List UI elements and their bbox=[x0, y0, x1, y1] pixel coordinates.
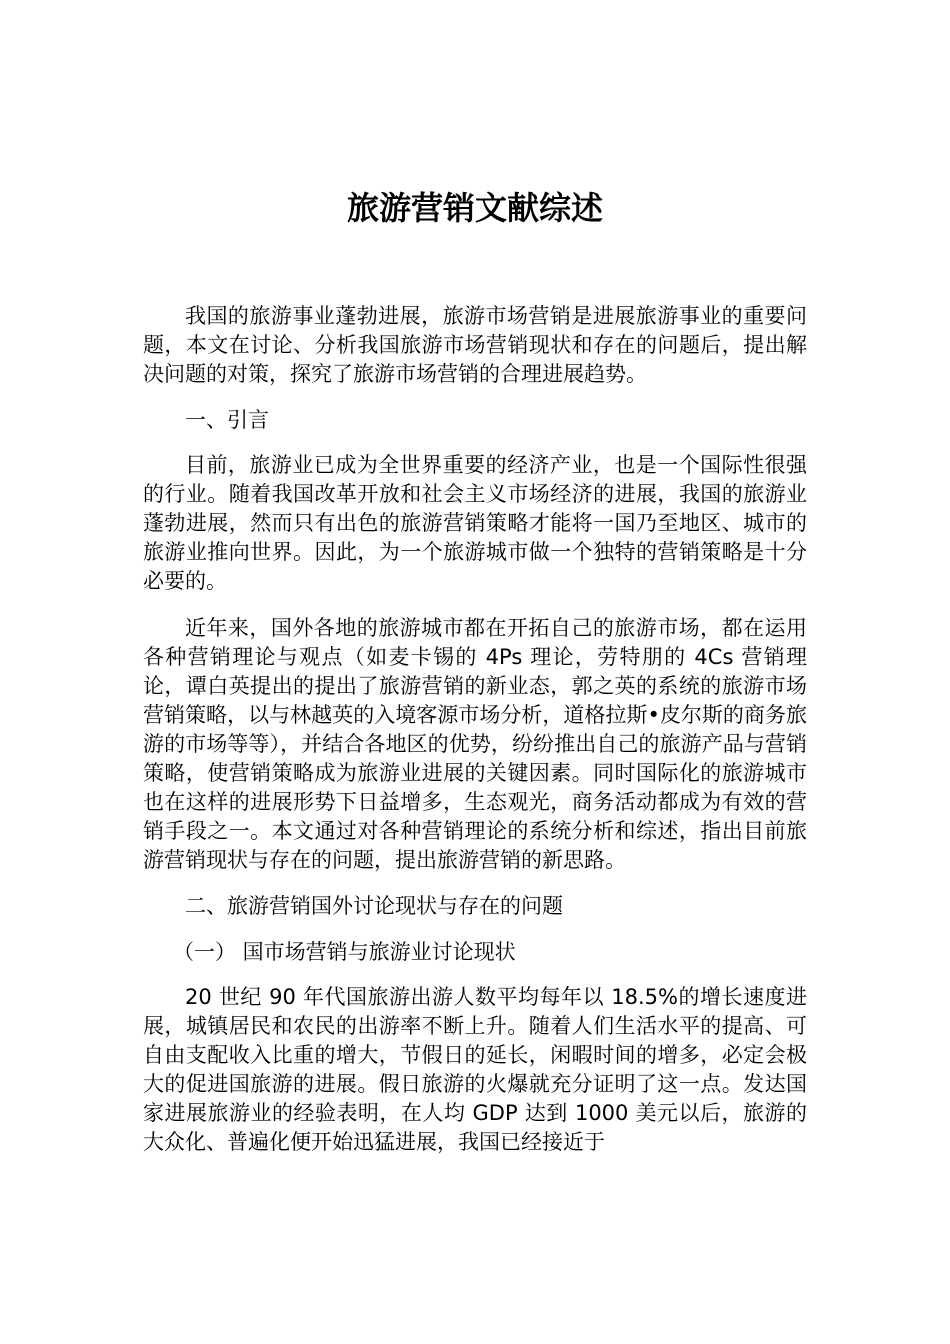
document-title: 旅游营销文献综述 bbox=[346, 189, 603, 227]
document-body bbox=[143, 302, 807, 1157]
section-heading-introduction: 一、引言 bbox=[185, 408, 269, 432]
subsection-heading-domestic-marketing: （一） 国市场营销与旅游业讨论现状 bbox=[173, 940, 516, 964]
introduction-paragraph-1: 目前，旅游业已成为全世界重要的经济产业，也是一个国际性很强的行业。随着我国改革开放和社会主义市场经济的进展，我国的旅游业蓬勃进展，然而只有出色的旅游营销策略才能将一国乃至地区、城市的旅游业推向世界。因此，为一个旅游城市做一个独特的营销策略是十分必要的。 bbox=[143, 453, 807, 593]
abstract-paragraph: 我国的旅游事业蓬勃进展，旅游市场营销是进展旅游事业的重要问题，本文在讨论、分析我国旅游市场营销现状和存在的问题后，提出解决问题的对策，探究了旅游市场营销的合理进展趋势。 bbox=[143, 304, 807, 386]
research-status-paragraph-1: 20 世纪 90 年代国旅游出游人数平均每年以 18.5%的增长速度进展，城镇居民和农民的出游率不断上升。随着人们生活水平的提高、可自由支配收入比重的增大，节假日的延长，闲暇时间的增多，必定会极大的促进国旅游的进展。假日旅游的火爆就充分证明了这一点。发达国家进展旅游业的经验表明，在人均 GDP 达到 1000 美元以后，旅游的大众化、普遍化便开始迅猛进展，我国已经接近于 bbox=[143, 985, 807, 1154]
section-heading-research-status: 二、旅游营销国外讨论现状与存在的问题 bbox=[185, 894, 563, 918]
introduction-paragraph-2: 近年来，国外各地的旅游城市都在开拓自己的旅游市场，都在运用各种营销理论与观点（如麦卡锡的 4Ps 理论，劳特朋的 4Cs 营销理论，谭白英提出的提出了旅游营销的新业态，郭之英的系统的旅游市场营销策略，以与林越英的入境客源市场分析，道格拉斯•皮尔斯的商务旅游的市场等等），并结合各地区的优势，纷纷推出自己的旅游产品与营销策略，使营销策略成为旅游业进展的关键因素。同时国际化的旅游城市也在这样的进展形势下日益增多，生态观光，商务活动都成为有效的营销手段之一。本文通过对各种营销理论的系统分析和综述，指出目前旅游营销现状与存在的问题，提出旅游营销的新思路。 bbox=[143, 616, 807, 872]
